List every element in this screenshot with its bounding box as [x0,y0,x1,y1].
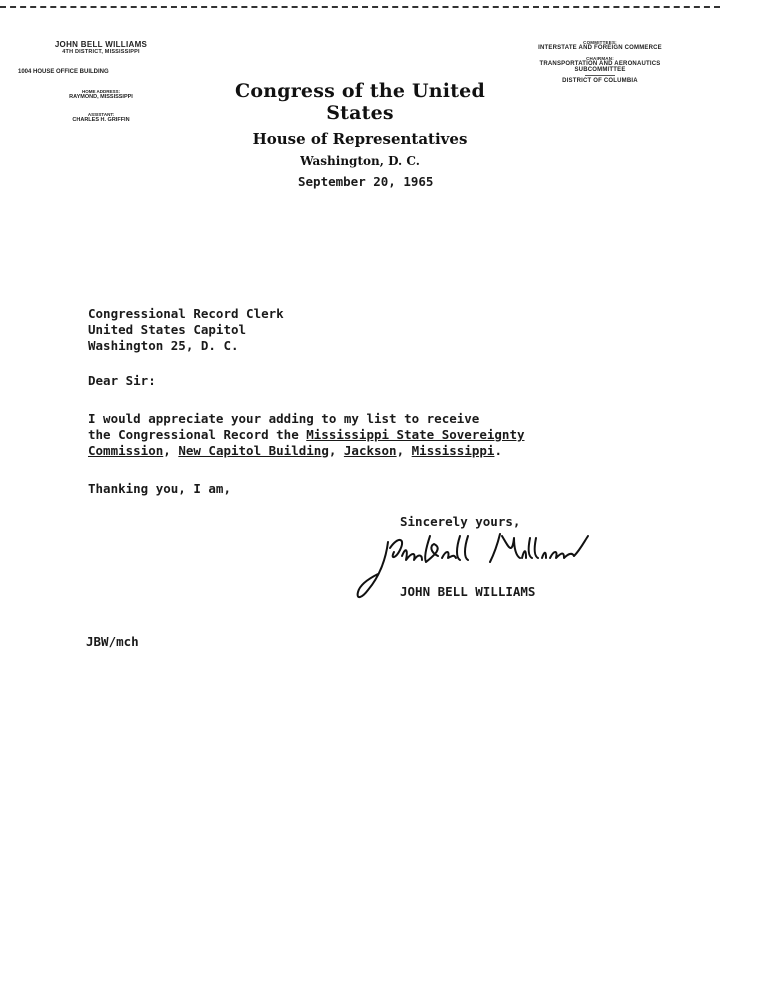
body-line-3 [88,443,525,459]
body-city: Jackson [343,443,397,458]
chairman-subcommittee-line1: TRANSPORTATION AND AERONAUTICS [539,61,661,67]
home-address-value: RAYMOND, MISSISSIPPI [69,94,133,100]
body-sep-2: , [328,443,344,458]
signer-name: JOHN BELL WILLIAMS [400,584,536,599]
assistant-value: CHARLES H. GRIFFIN [72,117,130,123]
thanks-line: Thanking you, I am, [88,481,231,496]
body-sep-1: , [163,443,179,458]
recipient-line-3: Washington 25, D. C. [88,338,239,353]
top-edge-rule [0,6,720,8]
body-paragraph [88,411,525,459]
committees-label: COMMITTEES: [583,40,617,45]
body-line-2-prefix: the Congressional Record the [88,427,307,442]
letterhead-city: Washington, D. C. [300,154,420,168]
body-sep-3: , [396,443,412,458]
body-line-2 [88,427,525,443]
reference-initials: JBW/mch [86,634,139,649]
body-commission-name: Mississippi State Sovereignty [306,427,525,442]
recipient-line-2: United States Capitol [88,322,247,337]
body-building: New Capitol Building [178,443,329,458]
body-line-1: I would appreciate your adding to my list to receive [88,411,480,426]
body-state: Mississippi [411,443,495,458]
letterhead-left-block [18,40,180,123]
recipient-line-1: Congressional Record Clerk [88,306,284,321]
member-name: JOHN BELL WILLIAMS [54,40,148,49]
letterhead-center [200,80,520,168]
letter-date: September 20, 1965 [298,174,434,189]
home-address-label: HOME ADDRESS: [81,89,121,94]
closing-line: Sincerely yours, [400,514,521,529]
committee-interstate: INTERSTATE AND FOREIGN COMMERCE [538,45,662,51]
recipient-address [88,306,284,354]
body-commission-word: Commission [88,443,164,458]
chairman-subcommittee-line2: SUBCOMMITTEE [574,67,626,73]
body-end: . [494,443,502,458]
office-address: 1004 HOUSE OFFICE BUILDING [18,69,109,75]
letterhead-right-block [514,40,686,84]
letterhead-house: House of Representatives [252,130,468,148]
salutation: Dear Sir: [88,373,156,388]
assistant-label: ASSISTANT: [87,112,115,117]
letterhead-congress: Congress of the United States [235,80,485,124]
member-district: 4TH DISTRICT, MISSISSIPPI [62,49,140,55]
chairman-label: CHAIRMAN: [586,56,614,61]
committee-district-columbia: DISTRICT OF COLUMBIA [562,78,638,84]
committee-divider [585,75,615,76]
